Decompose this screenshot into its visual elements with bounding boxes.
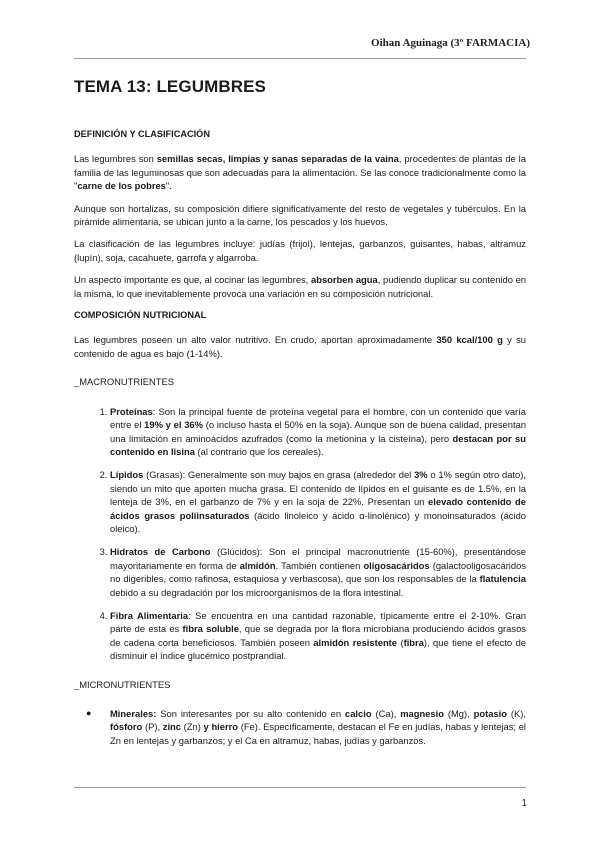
text-run: Las legumbres poseen un alto valor nutritivo. En crudo, aportan aproximadamente [74,334,437,346]
text-run: y su contenido de agua es bajo (1-14%). [74,334,526,359]
main-content [74,128,526,761]
text-run: (Mg), [443,708,474,719]
paragraph-composicion-1 [74,333,526,360]
emphasis-text: calcio [344,708,372,719]
emphasis-text: oligosacáridos [363,559,430,571]
text-run: (o incluso hasta el 50% en la soja). Aunque son de buena calidad, presentan una limitación en aminoácidos azufrados (como la metionina y la cisteína), pero [110,419,527,444]
emphasis-text: destacan por su contenido en lisina [110,432,526,457]
header-author: Oihan Aguinaga (3º FARMACIA) [371,37,530,49]
emphasis-text: zinc [162,721,181,733]
emphasis-text: Fibra Alimentaria [110,609,189,621]
text-run: ". [165,180,172,192]
text-run: debido a su degradación por los microorganismos de la flora intestinal. [110,586,404,598]
text-run: o 1% según otro dato), siendo un mito que aporten mucha grasa. El contenido de lípidos en el guisante es de 1.5%, en la lenteja de 3%, en el garbanzo de 7% y en la soja de 22%. Presentan un [110,469,526,508]
text-run: ( [397,636,404,648]
text-run: (K), [506,708,526,719]
list-item [110,609,526,663]
emphasis-text: absorben agua [311,274,378,286]
text-run: (Glúcidos): Son el principal macronutriente (15-60%), presentándose mayoritariamente en forma de [110,546,527,571]
emphasis-text: fibra [403,636,424,648]
text-run: . También contienen [275,559,364,571]
emphasis-text: Hidratos de Carbono [110,546,211,558]
emphasis-text: Minerales: [110,708,157,719]
text-run: ), que tiene el efecto de disminuir el índice glucémico postprandial. [110,636,527,662]
text-run: (ácido linoleico y ácido α-linolénico) y monoinsaturados (ácido oleico). [110,509,526,534]
emphasis-text: magnesio [400,708,444,719]
paragraph-definicion-3: La clasificación de las legumbres incluye: judías (frijol), lentejas, garbanzos, guisantes, habas, altramuz (lupín), soja, cacahuete, garrofa y algarroba. [74,238,526,263]
emphasis-text: almidón resistente [313,636,398,648]
header-rule [74,58,526,59]
text-run: Las legumbres son [74,153,157,165]
emphasis-text: fibra soluble [182,623,239,635]
text-run: (al contrario que los cereales). [194,445,324,457]
emphasis-text: potasio [473,708,507,719]
subheading-macronutrientes: _MACRONUTRIENTES [74,376,175,388]
emphasis-text: Lípidos [110,469,144,481]
section-heading-definicion: DEFINICIÓN Y CLASIFICACIÓN [74,129,210,139]
text-run: , pudiendo duplicar su contenido en la misma, lo que inevitablemente provoca una variación en su composición nutricional. [74,274,526,299]
micronutrients-list [74,707,526,747]
emphasis-text: 19% y el 36% [144,419,203,431]
text-run: (Grasas): Generalmente son muy bajos en grasa (alrededor del [143,469,415,481]
page-title: TEMA 13: LEGUMBRES [74,77,266,96]
footer-rule [74,787,526,788]
emphasis-text: y hierro [203,721,239,733]
text-run: : Se encuentra en una cantidad razonable, típicamente entre el 2-10%. Gran parte de esta es [110,609,526,635]
subheading-micronutrientes: _MICRONUTRIENTES [74,678,171,690]
list-item [110,405,526,459]
section-heading-composicion: COMPOSICIÓN NUTRICIONAL [74,310,207,321]
paragraph-definicion-1 [74,152,526,192]
emphasis-text: semillas secas, limpias y sanas separadas de la vaina [156,153,399,165]
text-run: : Son la principal fuente de proteína vegetal para el hombre, con un contenido que varía entre el [110,405,526,431]
text-run: Son interesantes por su alto contenido en [156,708,345,719]
text-run: , procedentes de plantas de la familia de las leguminosas que son adecuadas para la alimentación. Se las conoce tradicionalmente como la " [74,153,526,192]
list-item [110,545,526,599]
text-run: , que se degrada por la flora microbiana produciendo ácidos grasos de cadena corta beneficiosos. También poseen [110,623,526,648]
paragraph-definicion-4 [74,273,526,300]
emphasis-text: carne de los pobres [77,180,166,192]
emphasis-text: fósforo [110,721,143,733]
paragraph-definicion-2: Aunque son hortalizas, su composición difiere significativamente del resto de vegetales y tubérculos. En la pirámide alimentaria, se ubican junto a la carne, los pescados y los huevos. [74,202,526,228]
text-run: (P), [142,721,163,733]
emphasis-text: flatulencia [479,573,526,585]
emphasis-text: elevado contenido de ácidos grasos poliinsaturados [110,496,526,521]
page-number: 1 [521,798,527,809]
emphasis-text: 350 kcal/100 g [436,334,503,346]
macronutrients-list [74,405,526,663]
emphasis-text: 3% [414,469,428,481]
emphasis-text: Proteínas [110,405,153,417]
emphasis-text: almidón [239,559,276,571]
text-run: (galactooligosacáridos no digeribles, como rafinosa, estaquiosa y verbascosa), que son los responsables de la [110,559,527,585]
bullet-icon: ● [86,708,92,718]
list-item [86,707,526,747]
text-run: (Ca), [371,708,401,719]
list-item [110,468,526,535]
text-run: (Zn) [181,721,204,733]
text-run: Un aspecto importante es que, al cocinar las legumbres, [74,274,311,286]
text-run: (Fe). Específicamente, destacan el Fe en judías, habas y lentejas; el Zn en lentejas y garbanzos; y el Ca en altramuz, habas, judías y garbanzos. [110,721,526,746]
